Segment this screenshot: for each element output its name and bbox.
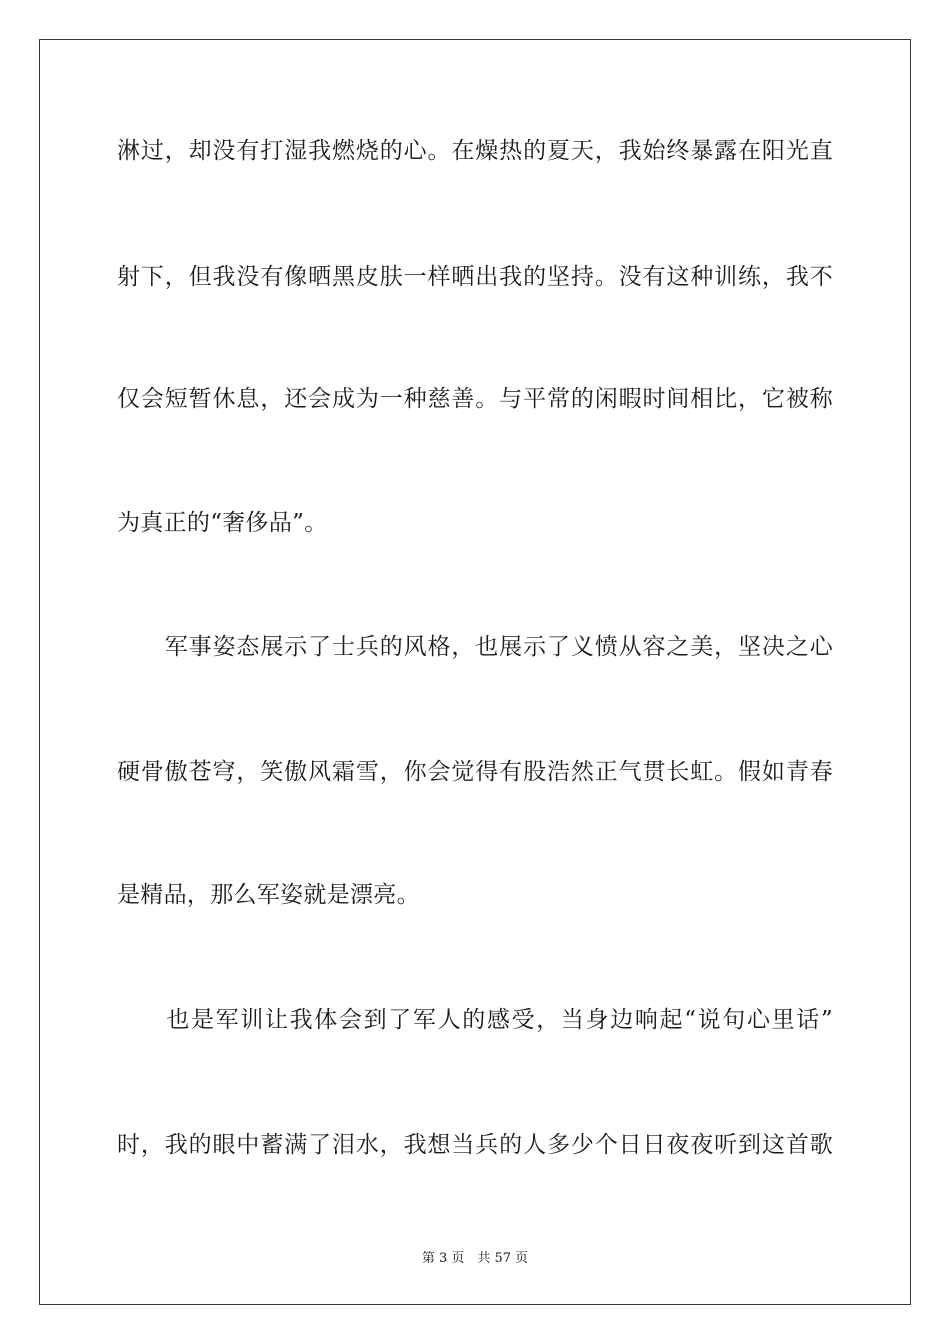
text-line-7: 是精品，那么军姿就是漂亮。 (117, 882, 420, 908)
text-line-8: 也是军训让我体会到了军人的感受，当身边响起“说句心里话” (117, 1007, 833, 1033)
page-number-footer: 第 3 页 共 57 页 (421, 1251, 529, 1266)
text-line-5: 军事姿态展示了士兵的风格，也展示了义愤从容之美，坚决之心 (117, 634, 833, 660)
text-line-9: 时，我的眼中蓄满了泪水，我想当兵的人多少个日日夜夜听到这首歌 (117, 1132, 833, 1158)
text-line-4: 为真正的“奢侈品”。 (117, 510, 328, 536)
text-line-2: 射下，但我没有像晒黑皮肤一样晒出我的坚持。没有这种训练，我不 (117, 264, 833, 290)
page-border (39, 39, 911, 1305)
text-line-6: 硬骨傲苍穹，笑傲风霜雪，你会觉得有股浩然正气贯长虹。假如青春 (117, 759, 833, 785)
text-line-3: 仅会短暂休息，还会成为一种慈善。与平常的闲暇时间相比，它被称 (117, 386, 833, 412)
text-line-1: 淋过，却没有打湿我燃烧的心。在燥热的夏天，我始终暴露在阳光直 (117, 138, 833, 164)
